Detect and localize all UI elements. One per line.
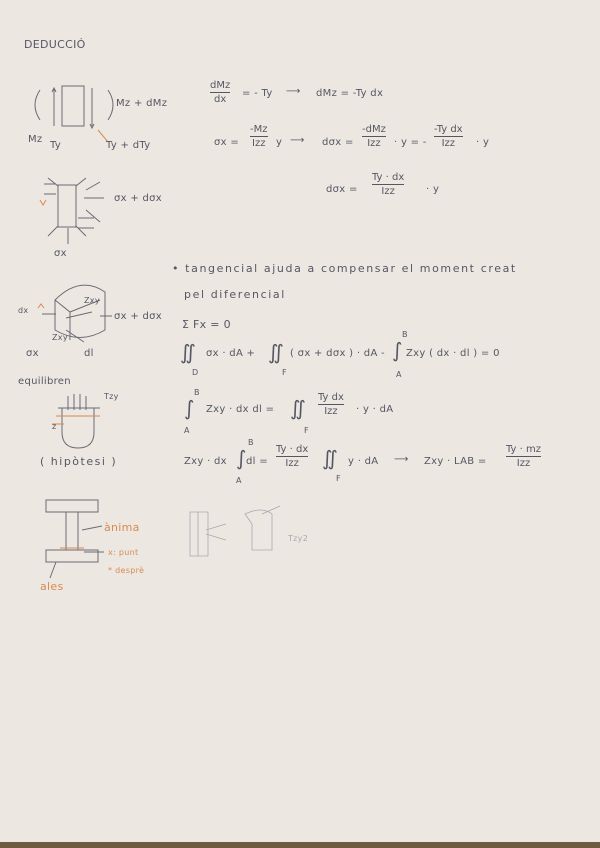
eq4-sum-forces: Σ Fx = 0 (182, 318, 231, 331)
fig2-right-label: σx + dσx (114, 193, 162, 204)
eq6-den: Izz (324, 406, 338, 417)
fig5-note-2: * desprè (108, 566, 145, 575)
eq6-tail: · y · dA (356, 404, 394, 415)
fig4-t-label: Tzy (104, 392, 119, 401)
eq2-f1-den: Izz (252, 138, 266, 149)
table-edge (0, 842, 600, 848)
eq2-fraction-3 (434, 124, 463, 149)
fig3-sx-label: σx (26, 348, 39, 359)
eq7-num: Ty · dx (276, 444, 309, 455)
eq7-den2: Izz (516, 458, 531, 469)
eq2-f1-tail: y (276, 137, 283, 148)
eq1-arrow: ⟶ (286, 86, 301, 97)
eq5-body-3: Zxy ( dx · dl ) = 0 (406, 348, 500, 359)
eq7-num2: Ty · mz (506, 444, 541, 455)
eq7-result: Zxy · LAB = (424, 456, 487, 467)
eq7-integral-2: ∬ (322, 446, 339, 470)
eq6-integral-2: ∬ (290, 396, 307, 420)
eq2-f2-tail: · y = - (394, 137, 427, 148)
eq3-fraction (372, 172, 404, 197)
moment-right-label: Mz + dMz (116, 98, 168, 109)
fig3-zxy2-label: Zxy (52, 333, 68, 342)
eq5-body-1: σx · dA + (206, 348, 256, 359)
eq6-sub-2: F (304, 426, 309, 435)
eq2-mid: dσx = (322, 137, 354, 148)
eq5-integral-3: ∫ (392, 338, 403, 362)
eq7-tail: y · dA (348, 456, 379, 467)
eq3-den: Izz (381, 186, 395, 197)
page-title: DEDUCCIÓ (24, 38, 86, 51)
eq6-upper-1: B (194, 388, 200, 397)
fig2-bottom-label: σx (54, 248, 67, 259)
fig4-z-label: z (52, 422, 57, 431)
beam-element-diagram (35, 86, 113, 142)
eq5-lower-3: A (396, 370, 402, 379)
fig5-t-label: Tzy2 (288, 534, 309, 543)
eq7-body: dl = (246, 456, 268, 467)
eq7-lhs: Zxy · dx (184, 456, 227, 467)
eq7-lower: A (236, 476, 242, 485)
ales-label: ales (40, 580, 64, 593)
eq5-sub-2: F (282, 368, 287, 377)
eq6-body-1: Zxy · dx dl = (206, 404, 275, 415)
eq7-fraction (276, 444, 308, 469)
eq2-arrow: ⟶ (290, 135, 305, 146)
stress-element-diagram (40, 178, 104, 244)
eq7-upper: B (248, 438, 254, 447)
eq6-lower-1: A (184, 426, 190, 435)
eq3-num: Ty · dx (372, 172, 405, 183)
fig3-dl-label: dl (84, 348, 94, 359)
eq7-arrow: ⟶ (394, 454, 409, 465)
moment-left-label: Mz (28, 134, 43, 145)
equilibren-label: equilibren (18, 376, 71, 387)
fig3-dx-label: dx (18, 306, 29, 315)
eq2-f2-num: -dMz (362, 124, 386, 135)
section-shear-diagram (52, 394, 100, 448)
eq1-fraction (210, 80, 230, 105)
note-line-2: pel diferencial (184, 288, 286, 301)
shear-left-label: Ty (50, 140, 62, 151)
eq6-fraction (318, 392, 344, 417)
eq5-integral-1: ∬ (180, 340, 197, 364)
eq2-fraction-1 (250, 124, 268, 149)
eq7-integral: ∫ (236, 446, 247, 470)
fig3-zxy-label: Zxy (84, 296, 100, 305)
eq5-integral-2: ∬ (268, 340, 285, 364)
eq2-f3-den: Izz (441, 138, 456, 149)
eq7-sub-2: F (336, 474, 341, 483)
eq2-f1-num: -Mz (250, 124, 268, 135)
note-line-1: • tangencial ajuda a compensar el moment creat (172, 262, 517, 275)
eq6-num: Ty dx (318, 392, 344, 403)
anima-label: ànima (104, 521, 140, 534)
eq6-integral-1: ∫ (184, 396, 195, 420)
eq5-body-2: ( σx + dσx ) · dA - (290, 348, 385, 359)
eq7-den: Izz (285, 458, 299, 469)
fig3-right-label: σx + dσx (114, 311, 162, 322)
eq2-f3-tail: · y (476, 137, 490, 148)
hipotesi-label: ( hipòtesi ) (40, 455, 118, 468)
eq2-fraction-2 (362, 124, 386, 149)
eq1-denominator: dx (213, 94, 227, 105)
eq3-lhs: dσx = (326, 184, 358, 195)
shear-right-label: Ty + dTy (106, 140, 151, 151)
eq3-tail: · y (426, 184, 440, 195)
eq1-rhs: = - Ty (242, 88, 273, 99)
eq5-upper-3: B (402, 330, 408, 339)
i-beam-diagram (46, 500, 104, 578)
eq1-numerator: dMz (210, 80, 231, 91)
eq1-result: dMz = -Ty dx (316, 88, 384, 99)
eq2-f2-den: Izz (367, 138, 381, 149)
eq7-fraction-2 (506, 444, 541, 469)
faint-flange-sketch (190, 506, 280, 556)
eq2-f3-num: -Ty dx (434, 124, 463, 135)
eq2-lhs: σx = (214, 137, 240, 148)
eq5-sub-1: D (192, 368, 199, 377)
fig5-note-1: x: punt (108, 548, 139, 557)
sliced-element-diagram (38, 285, 112, 342)
